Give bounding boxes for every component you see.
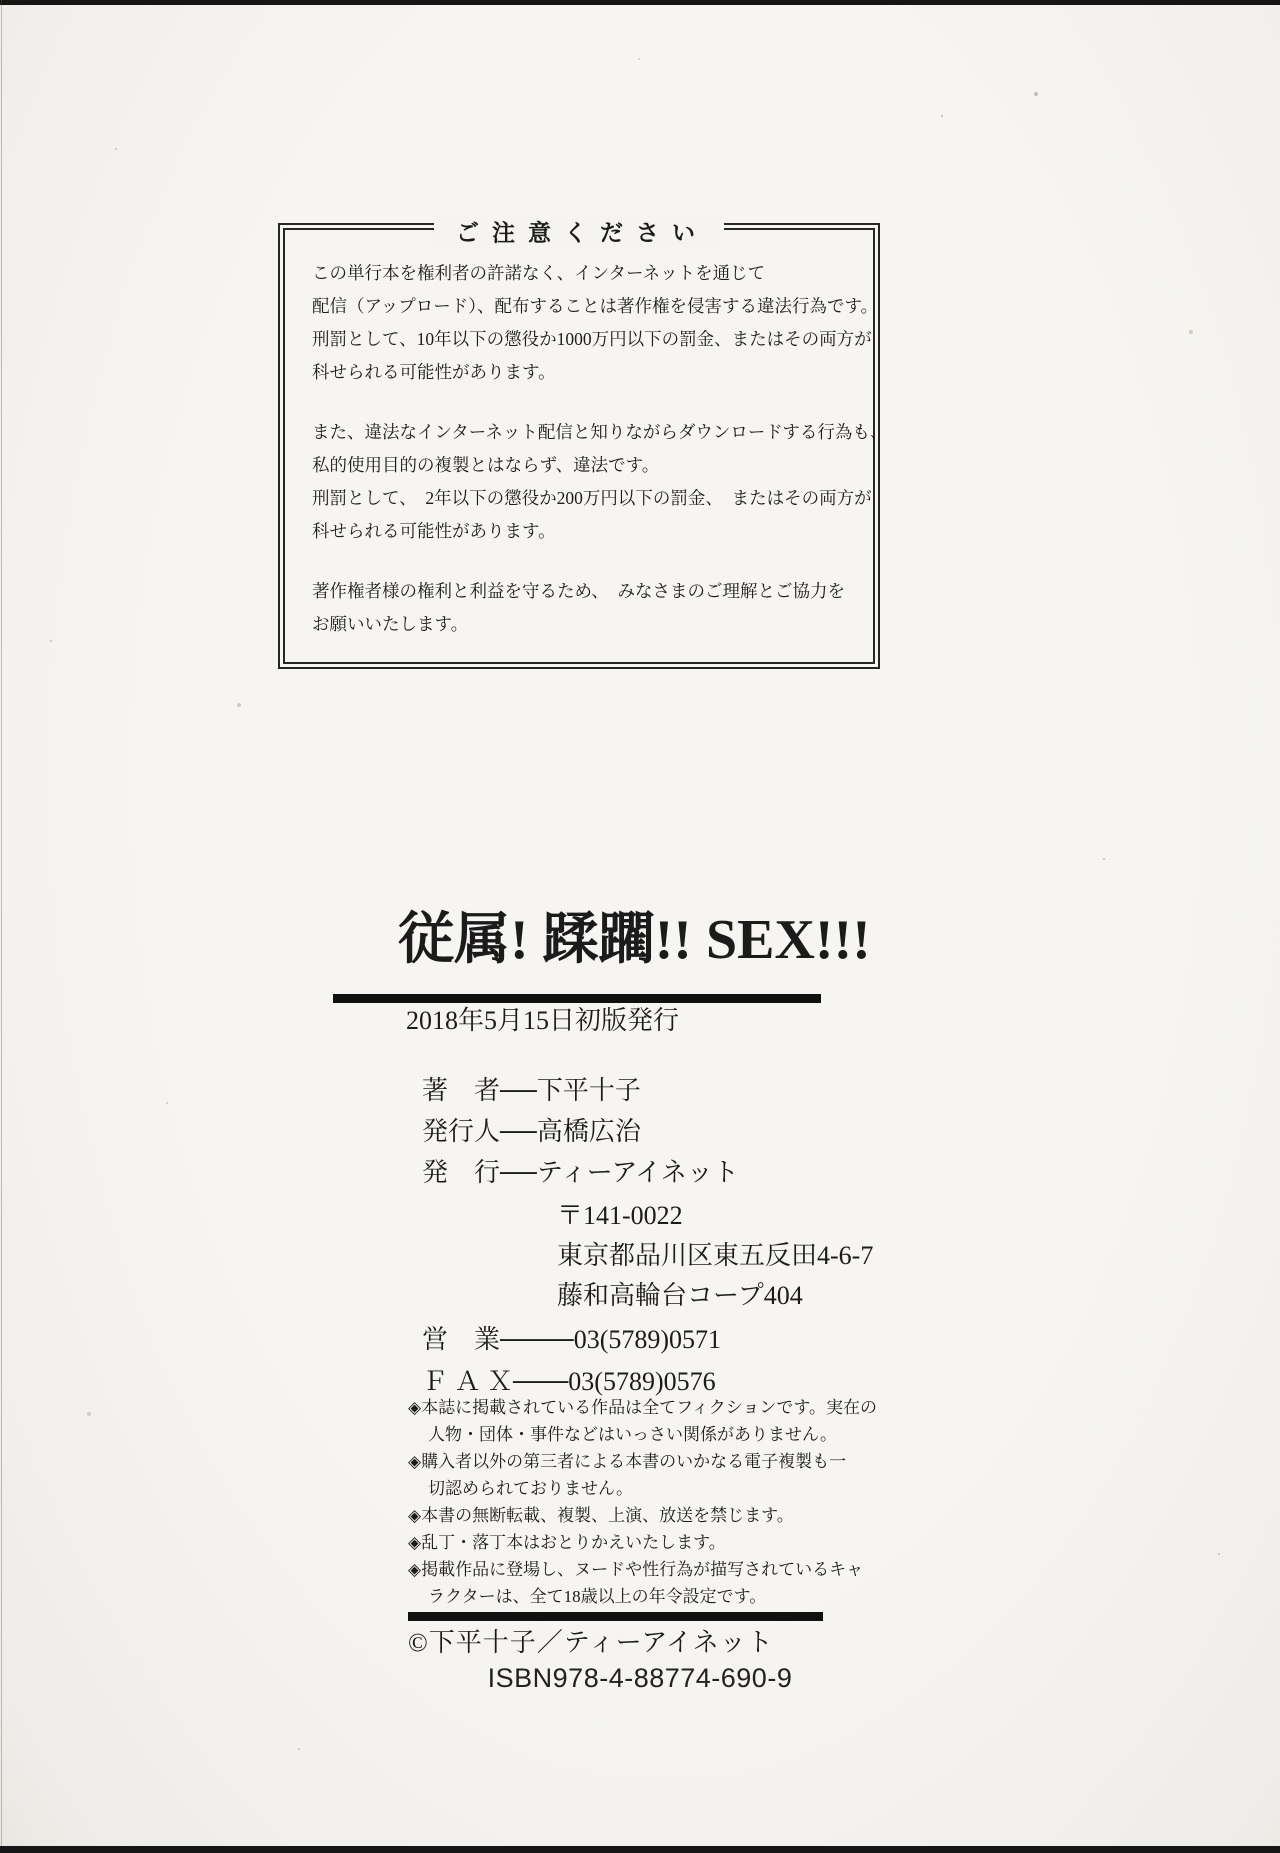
legal-note bbox=[408, 1394, 877, 1448]
contact-rows bbox=[422, 1319, 721, 1403]
warning-paragraph bbox=[312, 575, 858, 641]
row-dash: ──── bbox=[500, 1325, 574, 1354]
address-line: 藤和高輪台コープ404 bbox=[557, 1281, 803, 1310]
text-line: 私的使用目的の複製とはならず、違法です。 bbox=[312, 455, 660, 475]
row-dash: ── bbox=[500, 1117, 537, 1146]
scan-left-edge-line bbox=[1, 0, 2, 1853]
note-text: 掲載作品に登場し、ヌードや性行為が描写されているキャ bbox=[421, 1560, 864, 1579]
legal-note bbox=[408, 1529, 877, 1556]
row-label: 著 者 bbox=[422, 1076, 501, 1105]
warning-paragraph bbox=[312, 257, 879, 389]
note-text: 本誌に掲載されている作品は全てフィクションです。実在の bbox=[421, 1398, 878, 1417]
row-dash: ── bbox=[500, 1076, 537, 1105]
diamond-bullet-icon: ◈ bbox=[408, 1506, 422, 1525]
text-line bbox=[408, 1448, 877, 1475]
text-line bbox=[408, 1394, 877, 1421]
legal-note bbox=[408, 1502, 877, 1529]
row-dash: ─── bbox=[513, 1367, 569, 1396]
contact-row-sales bbox=[422, 1319, 721, 1361]
legal-note bbox=[408, 1448, 877, 1502]
legal-notes bbox=[408, 1394, 877, 1610]
text-line: ラクターは、全て18歳以上の年令設定です。 bbox=[428, 1587, 767, 1606]
note-text: 本書の無断転載、複製、上演、放送を禁じます。 bbox=[421, 1506, 794, 1525]
staff-row-author bbox=[422, 1070, 739, 1111]
diamond-bullet-icon: ◈ bbox=[408, 1560, 422, 1579]
diamond-bullet-icon: ◈ bbox=[408, 1452, 422, 1471]
staff-row-publisher-person bbox=[422, 1111, 739, 1152]
staff-rows bbox=[422, 1070, 739, 1193]
row-value: 高橋広治 bbox=[536, 1117, 641, 1146]
text-line bbox=[408, 1529, 877, 1556]
row-dash: ── bbox=[500, 1158, 537, 1187]
address-line: 東京都品川区東五反田4-6-7 bbox=[557, 1241, 874, 1270]
warning-box-body bbox=[312, 257, 888, 641]
row-label: 発行人 bbox=[422, 1117, 501, 1146]
text-line: 切認められておりません。 bbox=[428, 1479, 634, 1498]
text-line: 科せられる可能性があります。 bbox=[312, 521, 556, 541]
text-line: 科せられる可能性があります。 bbox=[312, 362, 556, 382]
diamond-bullet-icon: ◈ bbox=[408, 1533, 422, 1552]
row-label: 営 業 bbox=[422, 1325, 501, 1354]
scan-top-edge bbox=[0, 0, 1280, 5]
scan-bottom-edge bbox=[0, 1846, 1280, 1853]
row-value: ティーアイネット bbox=[536, 1158, 739, 1187]
text-line bbox=[408, 1556, 877, 1583]
note-text: 購入者以外の第三者による本書のいかなる電子複製も一 bbox=[421, 1452, 847, 1471]
diamond-bullet-icon: ◈ bbox=[408, 1398, 422, 1417]
text-line bbox=[408, 1502, 877, 1529]
text-line: また、違法なインターネット配信と知りながらダウンロードする行為も、 bbox=[312, 422, 888, 442]
text-line: この単行本を権利者の許諾なく、インターネットを通じて bbox=[312, 263, 766, 283]
text-line: 配信（アップロード）、配布することは著作権を侵害する違法行為です。 bbox=[312, 296, 879, 316]
edition-date: 2018年5月15日初版発行 bbox=[406, 1006, 680, 1035]
footer-rule bbox=[408, 1612, 823, 1621]
copyright-line: ©下平十子／ティーアイネット bbox=[408, 1628, 774, 1657]
warning-box-title: ご注意ください bbox=[434, 215, 724, 248]
text-line: 著作権者様の権利と利益を守るため、 みなさまのご理解とご協力を bbox=[312, 581, 846, 601]
text-line: お願いいたします。 bbox=[312, 614, 469, 634]
isbn: ISBN978-4-88774-690-9 bbox=[487, 1663, 793, 1693]
staff-row-publisher-company bbox=[422, 1152, 739, 1193]
warning-paragraph bbox=[312, 416, 888, 548]
row-value: 03(5789)0576 bbox=[568, 1367, 716, 1396]
postal-code: 〒141-0022 bbox=[557, 1201, 683, 1230]
text-line: 刑罰として、10年以下の懲役か1000万円以下の罰金、またはその両方が bbox=[312, 329, 872, 349]
legal-note bbox=[408, 1556, 877, 1610]
text-line: 刑罰として、 2年以下の懲役か200万円以下の罰金、 またはその両方が bbox=[312, 488, 872, 508]
row-value: 下平十子 bbox=[536, 1076, 641, 1105]
book-title: 従属! 蹂躙!! SEX!!! bbox=[398, 909, 871, 971]
row-label: Ｆ Ａ Ｘ bbox=[422, 1367, 514, 1396]
text-line: 人物・団体・事件などはいっさい関係がありません。 bbox=[428, 1425, 838, 1444]
note-text: 乱丁・落丁本はおとりかえいたします。 bbox=[421, 1533, 726, 1552]
copyright-warning-box bbox=[278, 220, 888, 669]
scan-noise bbox=[0, 0, 2, 2]
row-value: 03(5789)0571 bbox=[573, 1325, 722, 1354]
publisher-address bbox=[557, 1196, 873, 1316]
row-label: 発 行 bbox=[422, 1158, 501, 1187]
